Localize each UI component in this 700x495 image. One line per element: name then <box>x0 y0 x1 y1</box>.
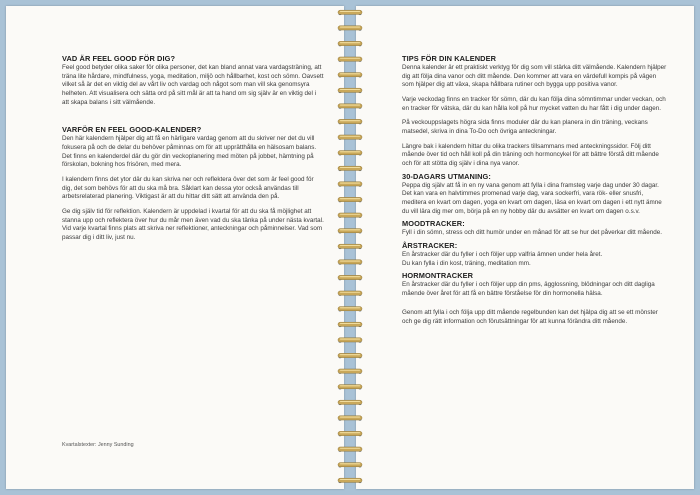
spiral-ring <box>338 463 362 468</box>
paragraph-yeartracker-1: En årstracker där du fyller i och följer upp valfria ämnen under hela året. <box>402 250 603 258</box>
spiral-ring <box>338 182 362 187</box>
spiral-ring <box>338 119 362 124</box>
left-text-column <box>62 54 324 249</box>
spiral-ring <box>338 369 362 374</box>
paragraph-tips-4: Längre bak i kalendern hittar du olika trackers tillsammans med anteckningssidor. Följ ditt mående över tid och håll koll på din träning och hormoncykel för att bättre förstå ditt mående och för att stötta dig själv i dina nya vanor. <box>402 142 659 167</box>
paragraph-tips-1: Denna kalender är ett praktiskt verktyg för dig som vill stärka ditt välmående. Kalendern hjälper dig att följa dina vanor och ditt mående. Den kommer att vara en värdefull kompis på vägen som hjälper dig att växa, skapa hållbara rutiner och bygga upp positiva vanor. <box>402 64 667 89</box>
spiral-ring <box>338 385 362 390</box>
spiral-ring <box>338 104 362 109</box>
spiral-ring <box>338 260 362 265</box>
paragraph-challenge: Peppa dig själv att få in en ny vana genom att fylla i dina framsteg varje dag under 30 dagar. Det kan vara en halvtimmes promenad varje dag, vara sockerfri, vara rök- eller snusfri, meditera en kvart om dagen, yoga en kvart om dagen, läsa en kvart om dagen i ett nytt ämne du vill lära dig mer om, börja på en ny hobby där du avsätter en kvart om dagen o.s.v. <box>402 181 662 215</box>
spiral-ring <box>338 416 362 421</box>
spiral-ring <box>338 10 362 15</box>
spiral-ring <box>338 229 362 234</box>
spiral-ring <box>338 213 362 218</box>
heading-hormonetracker: HORMONTRACKER <box>402 271 474 281</box>
paragraph-yeartracker-2: Du kan fylla i din kost, träning, meditation mm. <box>402 259 531 267</box>
spiral-ring <box>338 41 362 46</box>
heading-what-is-feel-good: VAD ÄR FEEL GOOD FÖR DIG? <box>62 54 176 63</box>
heading-moodtracker: MOODTRACKER: <box>402 219 465 229</box>
paragraph-why-3: Ge dig själv tid för reflektion. Kalendern är uppdelad i kvartal för att du ska få möjlighet att stanna upp och reflektera över hur du mår men även vad du ska tänka på under nästa kvartal. Vid varje kvartal finns plats att skriva ner reflektioner, anteckningar och påminnelser. Vad som passar dig i ditt liv, just nu. <box>62 207 324 241</box>
paragraph-why-2: I kalendern finns det ytor där du kan skriva ner och reflektera över det som är feel good för dig, det som behövs för att du ska må bra. Såklart kan dessa ytor också användas till arbetsrelaterad planering. Viktigast är att du hittar ditt sätt att använda den på. <box>62 175 314 201</box>
credit-line: Kvartalstexter: Jenny Sunding <box>62 442 134 448</box>
spiral-ring <box>338 478 362 483</box>
paragraph-closing: Genom att fylla i och följa upp ditt mående regelbunden kan det hjälpa dig att se ett mönster och ge dig rätt information och förutsättningar för att kunna förändra ditt mående. <box>402 309 658 326</box>
spiral-ring <box>338 353 362 358</box>
left-page <box>6 6 344 489</box>
spiral-ring <box>338 244 362 249</box>
paragraph-moodtracker: Fyll i din sömn, stress och ditt humör under en månad för att se hur det påverkar ditt mående. <box>402 229 663 237</box>
spiral-ring <box>338 88 362 93</box>
spiral-ring <box>338 135 362 140</box>
right-text-column <box>402 54 668 333</box>
paragraph-hormonetracker: En årstracker där du fyller i och följer upp din pms, ägglossning, blödningar och ditt dagliga mående över året för att få en bättre förståelse för din hormonella hälsa. <box>402 281 655 297</box>
spiral-ring <box>338 57 362 62</box>
spiral-ring <box>338 166 362 171</box>
spiral-ring <box>338 26 362 31</box>
heading-tips: TIPS FÖR DIN KALENDER <box>402 54 497 63</box>
spiral-ring <box>338 431 362 436</box>
paragraph-tips-2: Varje veckodag finns en tracker för sömn, där du kan följa dina sömntimmar under veckan, och en tracker för vätska, där du kan hålla koll på hur mycket vatten du har fått i dig under dagen. <box>402 95 666 112</box>
heading-yeartracker: ÅRSTRACKER: <box>402 240 458 250</box>
spiral-ring <box>338 447 362 452</box>
spiral-ring <box>338 275 362 280</box>
right-page <box>356 6 694 489</box>
paragraph-why-1: Den här kalendern hjälper dig att få en härligare vardag genom att du skriver ner det du vill fokusera på och de delar du behöver påminnas om för att upprätthålla en hälsosam balans. Det finns en kalenderdel där du gör din veckoplanering med möten på jobbet, hämtning på förskolan, bokning hos frisören, med mera. <box>62 135 317 169</box>
spiral-ring <box>338 151 362 156</box>
paragraph-what-is-feel-good: Feel good betyder olika saker för olika personer, det kan bland annat vara vardagsträning, att träna lite hårdare, mindfulness, yoga, meditation, miljö och hållbarhet, kost och sömn. Oavsett vilket så är det en viktig del av vårt liv och vardag och något som man vill ska genomsyra helheten. Att visualisera och sätta ord på sitt mål är att ta hand om sig själv är en viktig del i att skapa balans i sitt välmående. <box>62 64 324 106</box>
spiral-ring <box>338 307 362 312</box>
spiral-ring <box>338 291 362 296</box>
spiral-ring <box>338 400 362 405</box>
spiral-ring <box>338 322 362 327</box>
paragraph-tips-3: På veckouppslagets högra sida finns moduler där du kan planera in din träning, veckans matsedel, skriva in dina To-Do och övriga anteckningar. <box>402 119 648 135</box>
spiral-ring <box>338 73 362 78</box>
spiral-ring <box>338 197 362 202</box>
heading-why-calendar: VARFÖR EN FEEL GOOD-KALENDER? <box>62 125 202 135</box>
spiral-ring <box>338 338 362 343</box>
spiral-binding <box>332 0 368 495</box>
heading-challenge: 30-DAGARS UTMANING: <box>402 171 491 181</box>
